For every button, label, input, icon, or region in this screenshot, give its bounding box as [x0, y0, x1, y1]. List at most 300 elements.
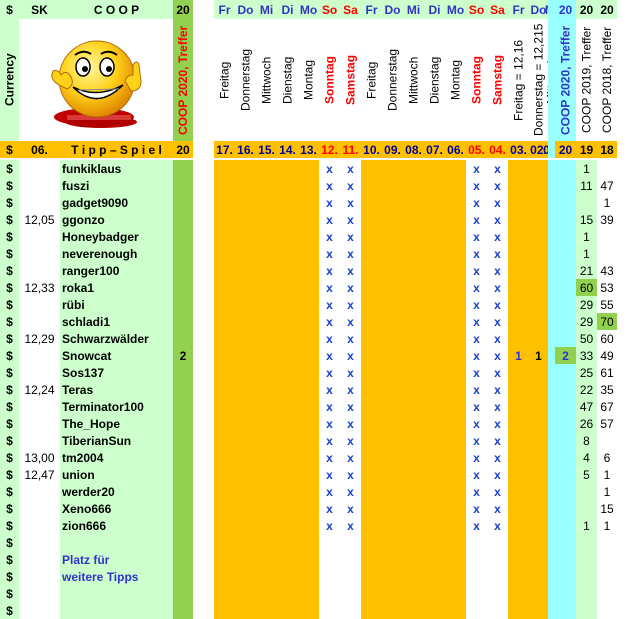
tip-cell — [298, 381, 319, 398]
row-coop-2020 — [555, 568, 576, 585]
tip-cell — [256, 381, 277, 398]
tip-cell — [424, 432, 445, 449]
tip-cell — [319, 534, 340, 551]
row-currency: $ — [0, 228, 19, 245]
row-currency: $ — [0, 245, 19, 262]
row-total — [173, 381, 193, 398]
tip-mark: x — [319, 381, 340, 398]
tip-cell — [319, 585, 340, 602]
row-sk: 12,47 — [19, 466, 60, 483]
row-name: weitere Tipps — [60, 568, 173, 585]
tip-mark: x — [487, 228, 508, 245]
tip-cell — [214, 500, 235, 517]
tip-cell — [445, 517, 466, 534]
tip-cell — [214, 313, 235, 330]
tip-cell — [340, 585, 361, 602]
tip-cell — [235, 228, 256, 245]
tip-mark: x — [340, 483, 361, 500]
row-coop-2020 — [555, 381, 576, 398]
spacer-col — [548, 228, 555, 245]
tip-cell — [445, 534, 466, 551]
tip-cell — [529, 500, 548, 517]
row-coop-2019: 4 — [576, 449, 597, 466]
row-total — [173, 245, 193, 262]
tip-cell — [340, 602, 361, 619]
tip-cell — [235, 279, 256, 296]
tip-cell — [235, 483, 256, 500]
tip-cell — [508, 177, 529, 194]
row-coop-2019: 26 — [576, 415, 597, 432]
tip-cell — [382, 415, 403, 432]
tip-mark: x — [340, 279, 361, 296]
tip-cell — [361, 296, 382, 313]
tip-cell — [529, 313, 548, 330]
tip-cell — [445, 245, 466, 262]
row-currency: $ — [0, 398, 19, 415]
tip-mark: x — [466, 262, 487, 279]
tip-cell — [445, 313, 466, 330]
day-abbr-header: Do — [529, 0, 548, 19]
tip-cell — [529, 228, 548, 245]
tip-mark: x — [487, 364, 508, 381]
tip-cell — [298, 347, 319, 364]
currency-label: Currency — [0, 19, 19, 141]
row-currency: $ — [0, 551, 19, 568]
row-name: Xeno666 — [60, 500, 173, 517]
spacer-col — [548, 296, 555, 313]
tip-mark: x — [340, 211, 361, 228]
tip-cell — [235, 415, 256, 432]
spacer-col — [548, 177, 555, 194]
tip-cell — [403, 296, 424, 313]
row-currency: $ — [0, 279, 19, 296]
tip-cell — [466, 602, 487, 619]
tip-cell — [298, 364, 319, 381]
tip-mark: x — [340, 398, 361, 415]
tip-mark: x — [466, 432, 487, 449]
tip-cell — [445, 364, 466, 381]
tip-cell — [256, 245, 277, 262]
date-header: 09. — [382, 141, 403, 158]
tip-cell — [298, 466, 319, 483]
tip-mark: x — [466, 415, 487, 432]
row-sk — [19, 585, 60, 602]
row-currency: $ — [0, 568, 19, 585]
tip-cell — [529, 568, 548, 585]
tip-cell — [256, 228, 277, 245]
spacer-col — [548, 160, 555, 177]
date-header: 13. — [298, 141, 319, 158]
row-sk: 12,05 — [19, 211, 60, 228]
row-total — [173, 296, 193, 313]
tip-cell — [298, 279, 319, 296]
date-header: 12. — [319, 141, 340, 158]
tip-cell — [508, 211, 529, 228]
tip-cell — [298, 313, 319, 330]
tip-cell — [235, 466, 256, 483]
tip-cell — [277, 483, 298, 500]
tip-mark: x — [487, 245, 508, 262]
day-name-label: Donnerstag — [382, 19, 403, 141]
tip-mark: x — [319, 449, 340, 466]
tip-cell — [529, 245, 548, 262]
row-coop-2020 — [555, 432, 576, 449]
tip-cell — [277, 347, 298, 364]
row-sk — [19, 347, 60, 364]
row-sk: 12,29 — [19, 330, 60, 347]
row-total — [173, 160, 193, 177]
tip-cell — [214, 228, 235, 245]
row-name: Teras — [60, 381, 173, 398]
tip-cell — [508, 398, 529, 415]
row-name: ggonzo — [60, 211, 173, 228]
tip-cell — [277, 551, 298, 568]
row-coop-2018: 6 — [597, 449, 617, 466]
tip-cell — [508, 602, 529, 619]
tip-cell — [235, 398, 256, 415]
tip-cell — [403, 551, 424, 568]
tip-cell — [529, 466, 548, 483]
spacer-col — [548, 517, 555, 534]
tip-mark: x — [466, 483, 487, 500]
tip-cell — [403, 330, 424, 347]
tip-mark: x — [487, 160, 508, 177]
row-coop-2019 — [576, 483, 597, 500]
row-total — [173, 330, 193, 347]
tip-cell — [445, 211, 466, 228]
tip-cell — [424, 279, 445, 296]
spacer-col — [548, 141, 555, 158]
tip-cell — [298, 262, 319, 279]
tip-cell — [382, 279, 403, 296]
row-coop-2018: 61 — [597, 364, 617, 381]
row-coop-2020 — [555, 500, 576, 517]
row-coop-2020 — [555, 330, 576, 347]
sub-extra-2020: 20 — [555, 141, 576, 158]
tip-mark: x — [487, 347, 508, 364]
tip-mark: x — [319, 211, 340, 228]
tip-cell — [424, 347, 445, 364]
tip-cell — [529, 296, 548, 313]
tip-cell — [361, 398, 382, 415]
spacer-col — [548, 500, 555, 517]
row-coop-2019: 1 — [576, 245, 597, 262]
tip-cell — [424, 517, 445, 534]
row-sk — [19, 160, 60, 177]
row-name: Honeybadger — [60, 228, 173, 245]
row-name: roka1 — [60, 279, 173, 296]
tip-cell — [487, 534, 508, 551]
tip-mark: x — [319, 466, 340, 483]
day-name-label: Mittwoch — [403, 19, 424, 141]
tip-cell — [508, 432, 529, 449]
tip-cell — [529, 517, 548, 534]
tip-cell — [361, 534, 382, 551]
tip-cell — [298, 177, 319, 194]
row-coop-2018 — [597, 228, 617, 245]
tip-cell — [256, 194, 277, 211]
row-coop-2020 — [555, 602, 576, 619]
smiley-logo — [19, 19, 173, 141]
tip-cell — [214, 432, 235, 449]
row-coop-2020 — [555, 466, 576, 483]
tip-cell — [382, 245, 403, 262]
tip-cell — [277, 245, 298, 262]
tip-cell — [424, 228, 445, 245]
tip-cell — [403, 279, 424, 296]
tip-cell — [466, 534, 487, 551]
row-coop-2018: 35 — [597, 381, 617, 398]
row-coop-2018: 15 — [597, 500, 617, 517]
row-currency: $ — [0, 330, 19, 347]
row-currency: $ — [0, 585, 19, 602]
tip-cell — [424, 211, 445, 228]
row-name — [60, 585, 173, 602]
tip-cell — [277, 585, 298, 602]
tip-cell — [424, 262, 445, 279]
tip-cell — [361, 483, 382, 500]
row-currency: $ — [0, 449, 19, 466]
tip-cell — [277, 296, 298, 313]
tip-cell — [424, 585, 445, 602]
tip-cell — [361, 228, 382, 245]
tip-cell — [235, 330, 256, 347]
tip-cell — [508, 517, 529, 534]
tip-cell — [445, 381, 466, 398]
day-name-label: Donnerstag = 12,215 — [529, 19, 548, 141]
tip-cell — [382, 398, 403, 415]
tip-cell — [529, 381, 548, 398]
tip-cell — [445, 500, 466, 517]
tip-cell — [508, 279, 529, 296]
tip-cell — [361, 347, 382, 364]
row-coop-2019: 1 — [576, 160, 597, 177]
row-sk — [19, 432, 60, 449]
tip-mark: x — [340, 194, 361, 211]
tip-cell — [298, 245, 319, 262]
row-total: 2 — [173, 347, 193, 364]
tip-mark: x — [466, 364, 487, 381]
smiley-thumbs-up-icon — [19, 19, 173, 141]
tip-mark: x — [487, 279, 508, 296]
tip-cell — [403, 364, 424, 381]
tip-cell — [235, 296, 256, 313]
tip-cell — [403, 415, 424, 432]
row-currency: $ — [0, 262, 19, 279]
tip-cell — [445, 194, 466, 211]
tip-cell — [277, 279, 298, 296]
day-abbr-header: Sa — [340, 0, 361, 19]
row-currency: $ — [0, 500, 19, 517]
spacer-col — [548, 279, 555, 296]
tip-mark: x — [340, 347, 361, 364]
row-coop-2019: 5 — [576, 466, 597, 483]
tip-mark: x — [487, 262, 508, 279]
day-abbr-header: Do — [382, 0, 403, 19]
tip-cell — [466, 568, 487, 585]
row-total — [173, 449, 193, 466]
day-name-label: Mittwoch — [256, 19, 277, 141]
tip-mark: x — [340, 330, 361, 347]
row-coop-2020 — [555, 160, 576, 177]
row-currency: $ — [0, 347, 19, 364]
tip-cell — [235, 534, 256, 551]
tip-cell — [382, 568, 403, 585]
day-abbr-header: So — [319, 0, 340, 19]
day-name-label: Montag — [298, 19, 319, 141]
tip-cell — [508, 415, 529, 432]
row-currency: $ — [0, 160, 19, 177]
tip-mark: x — [487, 398, 508, 415]
tip-cell — [277, 466, 298, 483]
tip-mark: x — [340, 245, 361, 262]
tip-cell — [277, 534, 298, 551]
tip-cell — [277, 262, 298, 279]
tip-cell — [424, 194, 445, 211]
day-abbr-header: Mi — [403, 0, 424, 19]
tip-cell — [298, 228, 319, 245]
row-coop-2020 — [555, 449, 576, 466]
tip-cell — [235, 551, 256, 568]
row-coop-2020 — [555, 262, 576, 279]
row-currency: $ — [0, 517, 19, 534]
tip-cell — [277, 381, 298, 398]
row-coop-2019 — [576, 500, 597, 517]
row-coop-2018: 55 — [597, 296, 617, 313]
tip-cell — [529, 551, 548, 568]
tip-mark: x — [466, 296, 487, 313]
row-coop-2018: 70 — [597, 313, 617, 330]
tip-cell — [508, 364, 529, 381]
tip-cell — [340, 551, 361, 568]
coop-2020-treffer-label: COOP 2020, Treffer — [173, 19, 193, 141]
tip-cell — [382, 364, 403, 381]
tip-cell — [361, 466, 382, 483]
spacer-col — [548, 262, 555, 279]
spacer-col — [548, 0, 555, 19]
coop-header: C O O P — [60, 0, 173, 19]
row-name: Schwarzwälder — [60, 330, 173, 347]
row-coop-2020: 2 — [555, 347, 576, 364]
date-header: 08. — [403, 141, 424, 158]
tip-cell — [445, 432, 466, 449]
tip-cell — [214, 364, 235, 381]
extra-label-2019: COOP 2019, Treffer — [576, 19, 597, 141]
tip-cell — [361, 602, 382, 619]
spacer-col — [548, 585, 555, 602]
tip-cell — [256, 517, 277, 534]
tip-cell — [424, 177, 445, 194]
tip-cell — [361, 568, 382, 585]
day-abbr-header: Di — [277, 0, 298, 19]
row-currency: $ — [0, 483, 19, 500]
tip-mark: x — [466, 245, 487, 262]
tip-cell — [277, 364, 298, 381]
tip-cell — [235, 517, 256, 534]
tip-mark: x — [319, 330, 340, 347]
tip-cell — [235, 568, 256, 585]
day-abbr-header: Mo — [298, 0, 319, 19]
tip-cell — [214, 262, 235, 279]
tip-cell — [361, 500, 382, 517]
tip-cell — [487, 551, 508, 568]
spacer-col — [548, 466, 555, 483]
tip-cell — [298, 194, 319, 211]
tip-cell — [298, 500, 319, 517]
tip-cell — [445, 449, 466, 466]
tip-cell — [256, 347, 277, 364]
tip-cell — [403, 211, 424, 228]
spacer-col — [548, 398, 555, 415]
tip-cell — [445, 551, 466, 568]
tip-cell — [529, 602, 548, 619]
tip-cell — [382, 160, 403, 177]
tip-cell — [298, 160, 319, 177]
day-abbr-header: Fr — [508, 0, 529, 19]
tip-cell — [361, 432, 382, 449]
day-name-label: Freitag = 12,16 — [508, 19, 529, 141]
date-header: 16. — [235, 141, 256, 158]
date-header: 04. — [487, 141, 508, 158]
total-header: 20 — [173, 0, 193, 19]
extra-header-2018: 20 — [597, 0, 617, 19]
tip-mark: x — [340, 517, 361, 534]
spacer-col — [548, 245, 555, 262]
tip-cell — [277, 500, 298, 517]
tip-cell — [403, 313, 424, 330]
row-coop-2020 — [555, 483, 576, 500]
row-name — [60, 602, 173, 619]
tip-cell — [235, 245, 256, 262]
tip-mark: x — [466, 466, 487, 483]
row-total — [173, 551, 193, 568]
tip-cell — [361, 313, 382, 330]
row-coop-2018: 1 — [597, 517, 617, 534]
row-coop-2020 — [555, 228, 576, 245]
row-coop-2018 — [597, 160, 617, 177]
tip-cell — [382, 466, 403, 483]
tip-cell — [277, 177, 298, 194]
date-header: 14. — [277, 141, 298, 158]
row-sk — [19, 534, 60, 551]
row-total — [173, 500, 193, 517]
day-abbr-header: Do — [235, 0, 256, 19]
tip-mark: x — [487, 211, 508, 228]
row-total — [173, 602, 193, 619]
row-sk — [19, 568, 60, 585]
spacer-col — [548, 568, 555, 585]
tip-mark: x — [466, 330, 487, 347]
tip-mark: x — [340, 313, 361, 330]
tip-cell — [529, 483, 548, 500]
tip-cell — [403, 483, 424, 500]
tip-cell — [424, 330, 445, 347]
tip-cell — [382, 177, 403, 194]
tip-cell — [424, 551, 445, 568]
row-coop-2019 — [576, 534, 597, 551]
tip-cell — [361, 517, 382, 534]
row-coop-2020 — [555, 534, 576, 551]
tip-cell — [256, 398, 277, 415]
spacer-col — [548, 347, 555, 364]
tip-cell — [403, 347, 424, 364]
row-coop-2019 — [576, 602, 597, 619]
tip-cell — [424, 415, 445, 432]
tip-mark: x — [319, 500, 340, 517]
row-name: TiberianSun — [60, 432, 173, 449]
tip-cell — [424, 534, 445, 551]
tip-mark: x — [319, 177, 340, 194]
